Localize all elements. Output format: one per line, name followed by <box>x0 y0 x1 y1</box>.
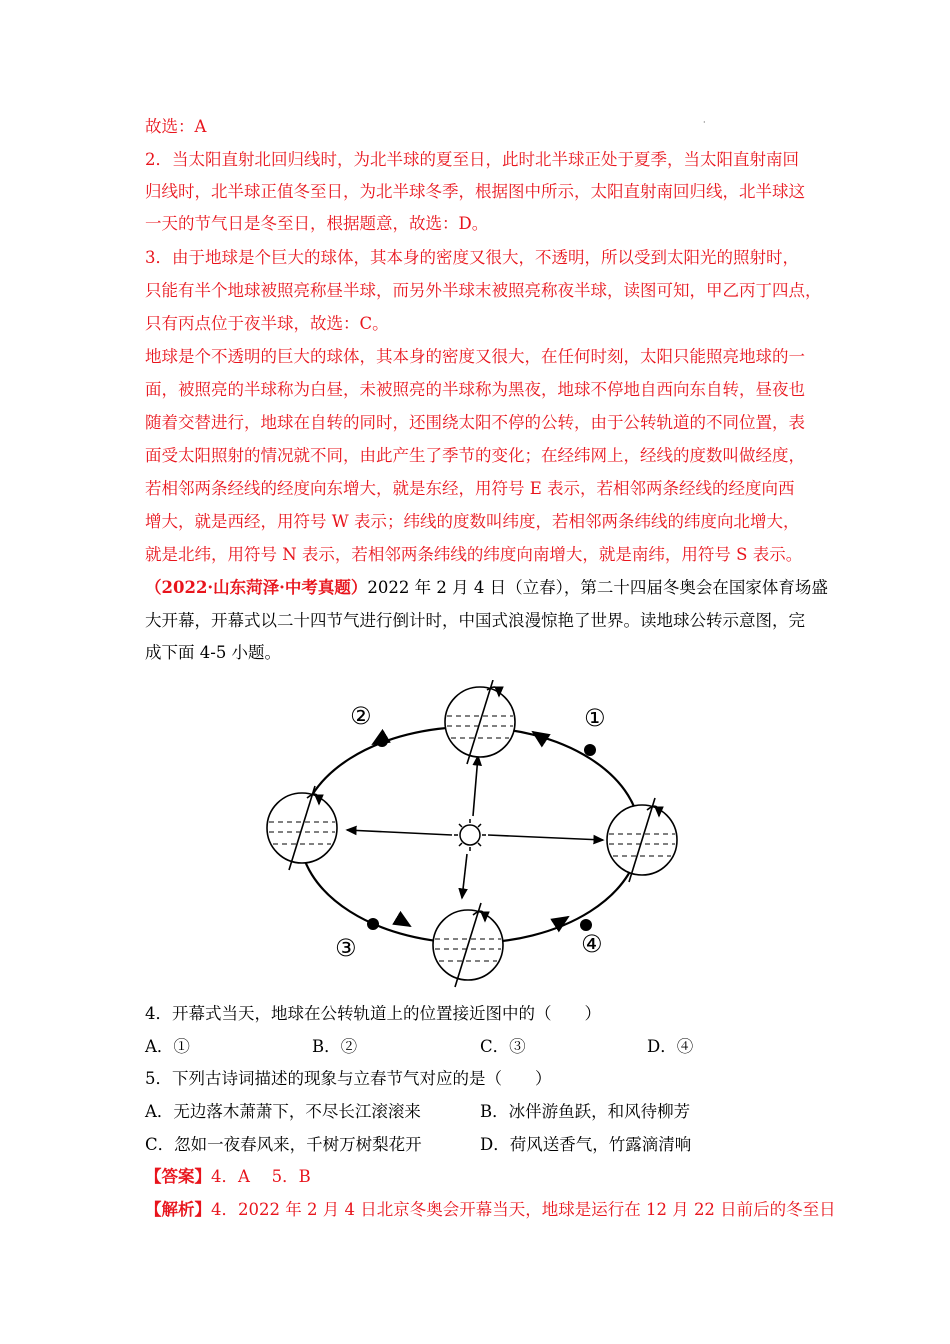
sun-icon <box>454 819 486 851</box>
text-line-6: 只能有半个地球被照亮称昼半球，而另外半球末被照亮称夜半球，读图可知，甲乙丙丁四点， <box>145 281 822 300</box>
text-line-4: 一天的节气日是冬至日，根据题意，故选：D。 <box>145 214 489 233</box>
analysis-text: 4．2022 年 2 月 4 日北京冬奥会开幕当天，地球是运行在 12 月 22 日前后的冬至日 <box>211 1200 836 1219</box>
analysis-tag: 【解析】 <box>145 1200 211 1219</box>
q4-option-c: C．③ <box>480 1037 526 1056</box>
q4-option-d: D．④ <box>647 1037 694 1056</box>
q5-option-a: A．无边落木萧萧下，不尽长江滚滚来 <box>145 1102 421 1121</box>
answer-line <box>145 1166 311 1188</box>
answer-tag: 【答案】 <box>145 1167 211 1186</box>
q5-option-b: B．冰伴游鱼跃，和风待柳芳 <box>480 1102 691 1121</box>
q5-option-c: C．忽如一夜春风来，千树万树梨花开 <box>145 1135 422 1154</box>
text-line-1: 故选：A <box>145 117 207 136</box>
text-line-12: 若相邻两条经线的经度向东增大，就是东经，用符号 E 表示，若相邻两条经线的经度向西 <box>145 479 795 498</box>
text-line-3: 归线时，北半球正值冬至日，为北半球冬季，根据图中所示，太阳直射南回归线，北半球这 <box>145 182 805 201</box>
answer-text: 4．A 5．B <box>211 1167 311 1186</box>
label-4: ④ <box>581 930 603 958</box>
question-intro-rest: 2022 年 2 月 4 日（立春），第二十四届冬奥会在国家体育场盛 <box>367 578 828 597</box>
q5-option-d: D．荷风送香气，竹露滴清响 <box>480 1135 692 1154</box>
label-1: ① <box>584 704 606 732</box>
text-line-11: 面受太阳照射的情况就不同，由此产生了季节的变化；在经纬网上，经线的度数叫做经度， <box>145 446 805 465</box>
page-dot: · <box>703 118 706 127</box>
text-line-2: 2．当太阳直射北回归线时，为北半球的夏至日，此时北半球正处于夏季，当太阳直射南回 <box>145 150 799 169</box>
earth-top <box>445 680 515 764</box>
q5-stem: 5．下列古诗词描述的现象与立春节气对应的是（ ） <box>145 1069 552 1088</box>
label-2: ② <box>350 702 372 730</box>
question-intro-line-2: 大开幕，开幕式以二十四节气进行倒计时，中国式浪漫惊艳了世界。读地球公转示意图，完 <box>145 611 805 630</box>
q4-option-a: A．① <box>145 1037 190 1056</box>
text-line-14: 就是北纬，用符号 N 表示，若相邻两条纬线的纬度向南增大，就是南纬，用符号 S 表示。 <box>145 545 803 564</box>
analysis-line <box>145 1199 836 1221</box>
question-intro-line-3: 成下面 4-5 小题。 <box>145 643 282 662</box>
text-line-13: 增大，就是西经，用符号 W 表示；纬线的度数叫纬度，若相邻两条纬线的纬度向北增大， <box>145 512 800 531</box>
text-line-9: 面，被照亮的半球称为白昼，未被照亮的半球称为黑夜，地球不停地自西向东自转，昼夜也 <box>145 380 805 399</box>
text-line-8: 地球是个不透明的巨大的球体，其本身的密度又很大，在任何时刻，太阳只能照亮地球的一 <box>145 347 805 366</box>
text-line-7: 只有丙点位于夜半球，故选：C。 <box>145 314 389 333</box>
text-line-5: 3．由于地球是个巨大的球体，其本身的密度又很大，不透明，所以受到太阳光的照射时， <box>145 248 799 267</box>
earth-revolution-diagram <box>255 680 695 990</box>
earth-bottom <box>433 903 503 987</box>
question-intro-line-1 <box>145 577 828 599</box>
q4-option-b: B．② <box>312 1037 358 1056</box>
earth-left <box>267 786 337 870</box>
earth-right <box>607 798 677 882</box>
question-source: （2022·山东菏泽·中考真题） <box>145 578 368 597</box>
text-line-10: 随着交替进行，地球在自转的同时，还围绕太阳不停的公转，由于公转轨道的不同位置，表 <box>145 413 805 432</box>
q4-stem: 4．开幕式当天，地球在公转轨道上的位置接近图中的（ ） <box>145 1004 601 1023</box>
label-3: ③ <box>335 934 357 962</box>
